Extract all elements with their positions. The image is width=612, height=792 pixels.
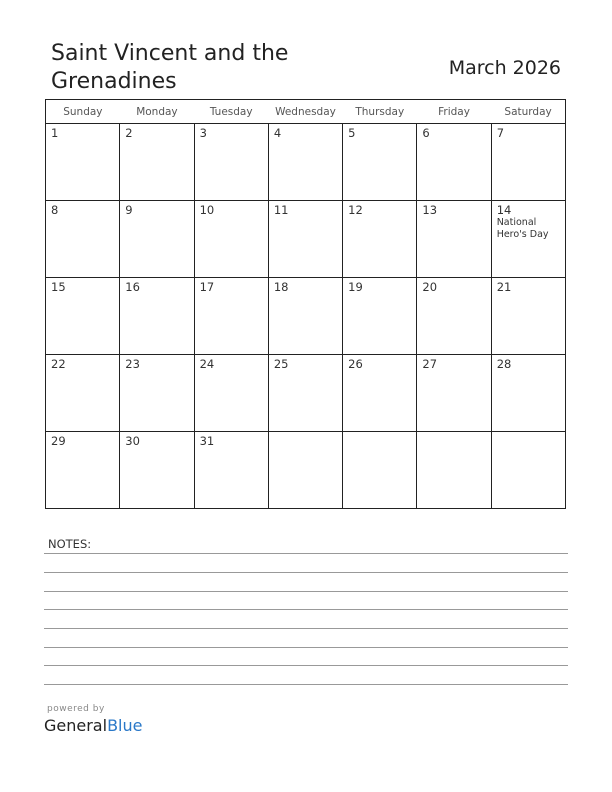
day-cell (491, 278, 565, 355)
day-number: 17 (199, 280, 215, 294)
day-cell (343, 124, 417, 201)
day-number: 7 (496, 126, 505, 140)
day-number: 23 (125, 357, 140, 371)
day-cell-holiday (491, 201, 565, 278)
day-number: 31 (199, 434, 215, 448)
day-number: 10 (199, 203, 215, 217)
day-cell (194, 201, 268, 278)
day-cell (120, 432, 194, 509)
day-cell (491, 124, 565, 201)
day-cell (194, 432, 268, 509)
brand-general-text: General (44, 716, 108, 735)
day-cell (343, 201, 417, 278)
day-number: 4 (273, 126, 282, 140)
day-cell (417, 278, 491, 355)
week-row (46, 124, 566, 201)
day-number: 5 (348, 126, 356, 140)
weekday-header: Monday (120, 100, 194, 124)
day-number: 28 (496, 357, 512, 371)
day-number: 14 (496, 203, 512, 217)
day-number: 21 (496, 280, 512, 294)
note-line (44, 647, 568, 648)
note-line (44, 628, 568, 629)
day-cell (417, 201, 491, 278)
day-cell (268, 201, 342, 278)
weekday-header: Tuesday (194, 100, 268, 124)
month-calendar-grid (45, 99, 566, 509)
day-cell-empty (343, 432, 417, 509)
week-row (46, 432, 566, 509)
day-cell-empty (268, 432, 342, 509)
day-cell (194, 355, 268, 432)
day-cell (268, 278, 342, 355)
day-cell (417, 124, 491, 201)
weekday-header: Wednesday (268, 100, 342, 124)
day-cell (46, 432, 120, 509)
holiday-label: National Hero's Day (496, 217, 549, 240)
note-line (44, 684, 568, 685)
brand-blue-text: Blue (107, 716, 143, 735)
note-line (44, 572, 568, 573)
day-number: 8 (51, 203, 59, 217)
weekday-header-row (46, 100, 566, 124)
day-cell (268, 355, 342, 432)
day-cell (268, 124, 342, 201)
day-cell (194, 278, 268, 355)
generalblue-logo[interactable] (44, 716, 142, 736)
notes-label: NOTES: (48, 537, 92, 551)
day-number: 12 (348, 203, 363, 217)
day-cell-empty (491, 432, 565, 509)
day-number: 1 (51, 126, 59, 140)
day-cell (46, 124, 120, 201)
day-number: 30 (125, 434, 140, 448)
day-number: 6 (422, 126, 430, 140)
day-number: 24 (199, 357, 215, 371)
day-number: 16 (125, 280, 140, 294)
note-line (44, 591, 568, 592)
day-cell (491, 355, 565, 432)
week-row (46, 201, 566, 278)
weekday-header: Sunday (46, 100, 120, 124)
day-number: 26 (348, 357, 363, 371)
day-cell (120, 355, 194, 432)
day-cell-empty (417, 432, 491, 509)
calendar-month-title: March 2026 (448, 57, 561, 79)
note-line (44, 553, 568, 554)
day-number: 25 (273, 357, 289, 371)
day-cell (343, 278, 417, 355)
day-cell (194, 124, 268, 201)
day-number: 2 (125, 126, 133, 140)
week-row (46, 355, 566, 432)
weekday-header: Saturday (491, 100, 565, 124)
day-number: 19 (348, 280, 363, 294)
day-cell (120, 124, 194, 201)
calendar-country-title: Saint Vincent and the Grenadines (51, 41, 289, 94)
day-number: 20 (422, 280, 438, 294)
weekday-header: Friday (417, 100, 491, 124)
day-cell (417, 355, 491, 432)
day-cell (46, 278, 120, 355)
day-number: 27 (422, 357, 438, 371)
powered-by-text: powered by (47, 704, 105, 714)
day-cell (46, 355, 120, 432)
weekday-header: Thursday (343, 100, 417, 124)
day-cell (46, 201, 120, 278)
day-cell (120, 278, 194, 355)
day-number: 13 (422, 203, 438, 217)
week-row (46, 278, 566, 355)
note-line (44, 665, 568, 666)
day-number: 15 (51, 280, 66, 294)
day-cell (120, 201, 194, 278)
day-number: 3 (199, 126, 207, 140)
day-number: 9 (125, 203, 133, 217)
day-number: 22 (51, 357, 66, 371)
day-number: 18 (273, 280, 289, 294)
day-number: 11 (273, 203, 289, 217)
day-number: 29 (51, 434, 66, 448)
day-cell (343, 355, 417, 432)
note-line (44, 609, 568, 610)
